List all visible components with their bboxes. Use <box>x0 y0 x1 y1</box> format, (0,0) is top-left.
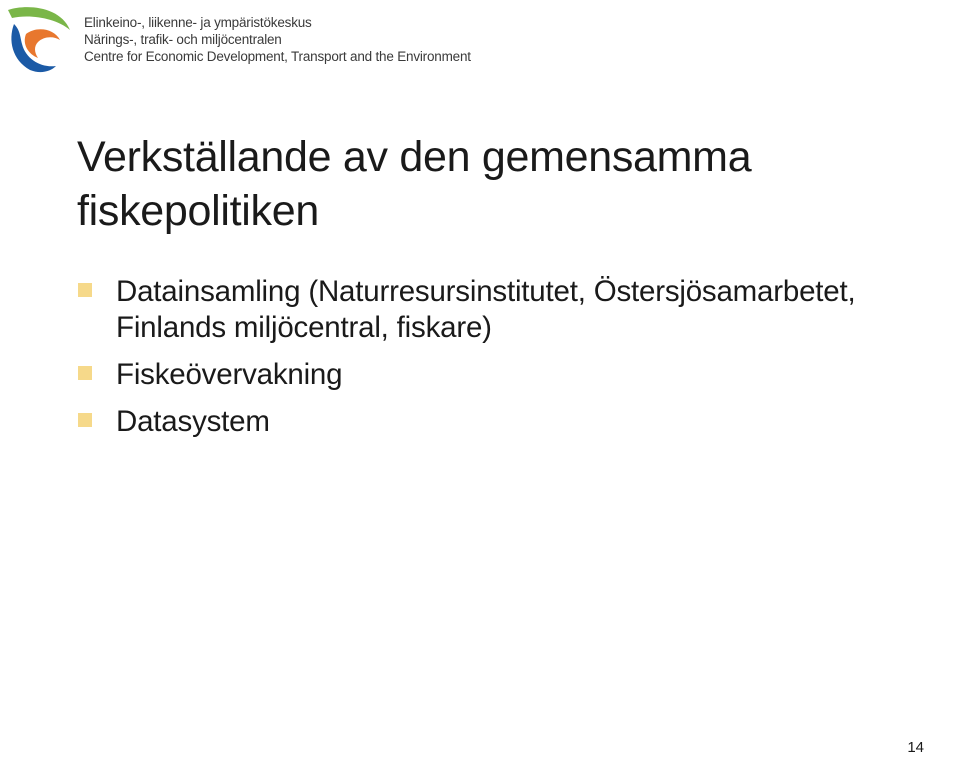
organization-name <box>84 14 471 65</box>
bullet-item <box>78 274 958 346</box>
header <box>4 4 471 76</box>
bullet-text: Datasystem <box>116 405 270 438</box>
bullet-item <box>78 357 958 393</box>
org-name-finnish: Elinkeino-, liikenne- ja ympäristökeskus <box>84 15 312 30</box>
bullet-item <box>78 404 958 440</box>
page-number: 14 <box>907 739 924 756</box>
ely-centre-logo-icon <box>4 4 74 74</box>
square-bullet-icon <box>78 283 92 297</box>
slide-title: Verkställande av den gemensamma fiskepolitiken <box>77 133 752 235</box>
square-bullet-icon <box>78 366 92 380</box>
bullet-list <box>78 274 958 451</box>
square-bullet-icon <box>78 413 92 427</box>
org-name-swedish: Närings-, trafik- och miljöcentralen <box>84 32 282 47</box>
org-name-english: Centre for Economic Development, Transport and the Environment <box>84 49 471 64</box>
bullet-text: Fiskeövervakning <box>116 358 343 391</box>
bullet-text: Datainsamling (Naturresursinstitutet, Östersjösamarbetet, Finlands miljöcentral, fiskare) <box>116 275 856 344</box>
